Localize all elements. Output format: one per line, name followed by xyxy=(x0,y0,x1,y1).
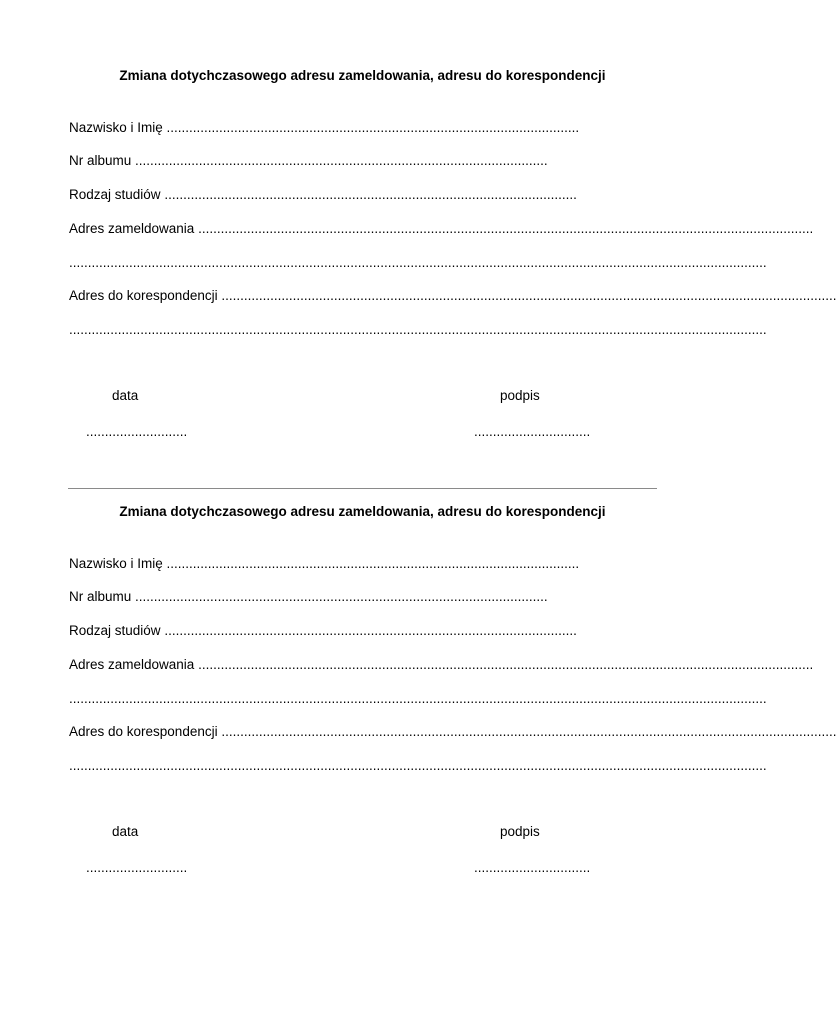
date-fill-line[interactable]: ........................... xyxy=(86,424,188,439)
form-title: Zmiana dotychczasowego adresu zameldowania, adresu do korespondencji xyxy=(119,68,606,83)
registration-address-continuation[interactable] xyxy=(69,254,767,272)
cut-line-divider xyxy=(68,488,657,489)
correspondence-address-fill-line-2: .......................................................................................................................................................................................... xyxy=(69,322,767,337)
date-label: data xyxy=(112,824,139,839)
registration-address-fill-line: .................................................................................................................................................................... xyxy=(198,221,814,236)
correspondence-address-label: Adres do korespondencji xyxy=(69,724,218,739)
name-label: Nazwisko i Imię xyxy=(69,120,163,135)
study-type-label: Rodzaj studiów xyxy=(69,623,161,638)
signature-fill-line[interactable]: ............................... xyxy=(474,424,591,439)
name-label: Nazwisko i Imię xyxy=(69,556,163,571)
date-label: data xyxy=(112,388,139,403)
correspondence-address-continuation[interactable] xyxy=(69,321,767,339)
album-number-field[interactable] xyxy=(69,152,548,170)
correspondence-address-field[interactable] xyxy=(69,723,836,741)
date-fill-line[interactable]: ........................... xyxy=(86,860,188,875)
correspondence-address-field[interactable] xyxy=(69,287,836,305)
name-fill-line: .............................................................................................................. xyxy=(166,120,580,135)
signature-label: podpis xyxy=(500,824,540,839)
name-field[interactable] xyxy=(69,555,580,573)
registration-address-label: Adres zameldowania xyxy=(69,657,195,672)
correspondence-address-fill-line: .................................................................................................................................................................... xyxy=(221,288,836,303)
registration-address-field[interactable] xyxy=(69,220,814,238)
registration-address-fill-line: .................................................................................................................................................................... xyxy=(198,657,814,672)
registration-address-fill-line-2: .......................................................................................................................................................................................... xyxy=(69,691,767,706)
study-type-label: Rodzaj studiów xyxy=(69,187,161,202)
correspondence-address-label: Adres do korespondencji xyxy=(69,288,218,303)
name-fill-line: .............................................................................................................. xyxy=(166,556,580,571)
registration-address-fill-line-2: .......................................................................................................................................................................................... xyxy=(69,255,767,270)
album-number-label: Nr albumu xyxy=(69,589,132,604)
name-field[interactable] xyxy=(69,119,580,137)
signature-label: podpis xyxy=(500,388,540,403)
registration-address-continuation[interactable] xyxy=(69,690,767,708)
album-number-label: Nr albumu xyxy=(69,153,132,168)
correspondence-address-fill-line: .................................................................................................................................................................... xyxy=(221,724,836,739)
album-number-fill-line: .............................................................................................................. xyxy=(135,153,548,168)
registration-address-label: Adres zameldowania xyxy=(69,221,195,236)
form-title: Zmiana dotychczasowego adresu zameldowania, adresu do korespondencji xyxy=(119,504,606,519)
study-type-fill-line: .............................................................................................................. xyxy=(164,187,577,202)
album-number-field[interactable] xyxy=(69,588,548,606)
correspondence-address-continuation[interactable] xyxy=(69,757,767,775)
study-type-field[interactable] xyxy=(69,622,577,640)
signature-fill-line[interactable]: ............................... xyxy=(474,860,591,875)
study-type-field[interactable] xyxy=(69,186,577,204)
album-number-fill-line: .............................................................................................................. xyxy=(135,589,548,604)
correspondence-address-fill-line-2: .......................................................................................................................................................................................... xyxy=(69,758,767,773)
registration-address-field[interactable] xyxy=(69,656,814,674)
study-type-fill-line: .............................................................................................................. xyxy=(164,623,577,638)
